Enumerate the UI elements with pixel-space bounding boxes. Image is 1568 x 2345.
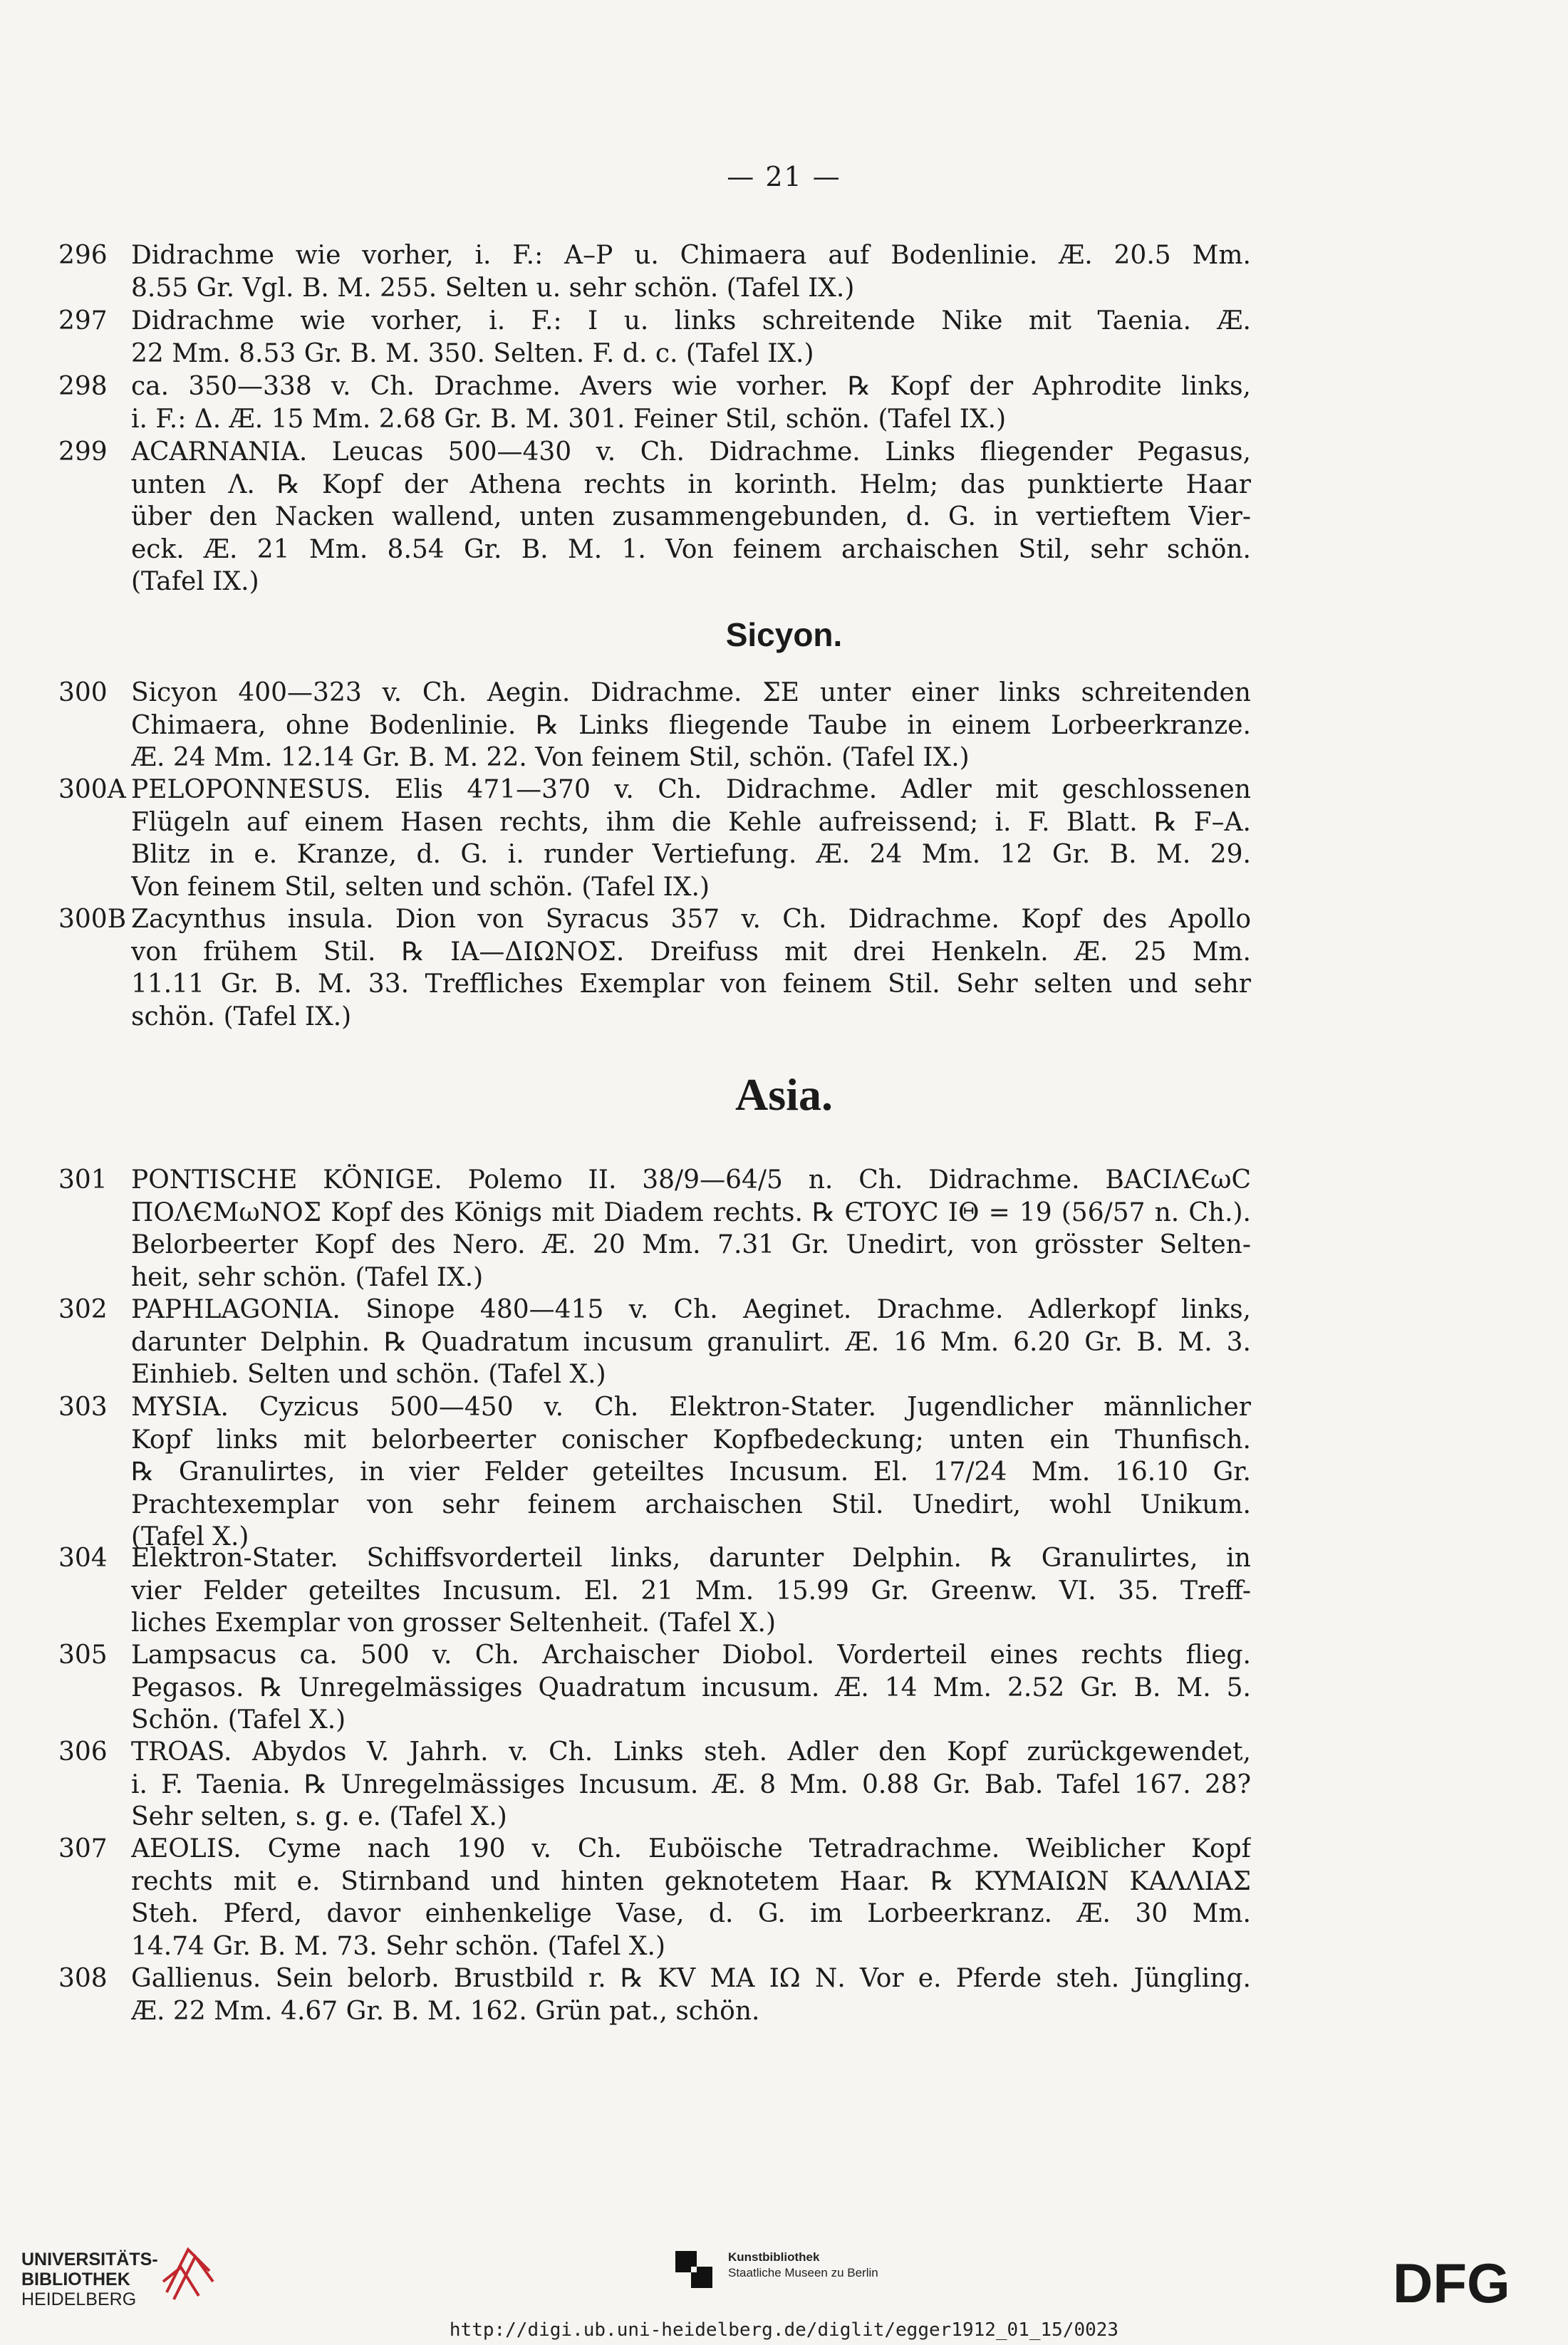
- entry-line: Blitz in e. Kranze, d. G. i. runder Vertiefung. Æ. 24 Mm. 12 Gr. B. M. 29.: [131, 840, 1251, 870]
- entry-line: AEOLIS. Cyme nach 190 v. Ch. Euböische Tetradrachme. Weiblicher Kopf: [131, 1834, 1251, 1863]
- entry-line: PELOPONNESUS. Elis 471—370 v. Ch. Didrachme. Adler mit geschlossenen: [131, 775, 1251, 804]
- entry-line: rechts mit e. Stirnband und hinten geknotetem Haar. ℞ ΚΥΜΑΙΩΝ ΚΑΛΛΙΑΣ: [131, 1866, 1251, 1896]
- entry-number: 302: [58, 1295, 108, 1324]
- entry-line: ACARNANIA. Leucas 500—430 v. Ch. Didrachme. Links fliegender Pegasus,: [131, 437, 1251, 467]
- entry-line: Chimaera, ohne Bodenlinie. ℞ Links fliegende Taube in einem Lorbeerkranze.: [131, 710, 1251, 740]
- kb-title: Kunstbibliothek: [728, 2250, 820, 2264]
- entry-number: 300A: [58, 775, 126, 804]
- entry-line: ℞ Granulirtes, in vier Felder geteiltes Incusum. El. 17/24 Mm. 16.10 Gr.: [131, 1457, 1251, 1487]
- dfg-logo[interactable]: [1393, 2258, 1549, 2308]
- entry-number: 307: [58, 1834, 108, 1863]
- entry-line: ΠΟΛЄΜωΝΟΣ Kopf des Königs mit Diadem rechts. ℞ ЄΤΟΥC ΙΘ = 19 (56/57 n. Ch.).: [131, 1197, 1251, 1227]
- entry-line: TROAS. Abydos V. Jahrh. v. Ch. Links steh. Adler den Kopf zurückgewendet,: [131, 1737, 1251, 1767]
- entry-line: über den Nacken wallend, unten zusammengebunden, d. G. in vertieftem Vier-: [131, 502, 1251, 532]
- entry-line: Æ. 24 Mm. 12.14 Gr. B. M. 22. Von feinem Stil, schön. (Tafel IX.): [131, 743, 970, 773]
- entry-line: Lampsacus ca. 500 v. Ch. Archaischer Diobol. Vorderteil eines rechts flieg.: [131, 1641, 1251, 1670]
- ub-logo-line: UNIVERSITÄTS-: [21, 2250, 158, 2269]
- entry-line: von frühem Stil. ℞ ΙΑ—ΔΙΩΝΟΣ. Dreifuss mit drei Henkeln. Æ. 25 Mm.: [131, 937, 1251, 967]
- entry-number: 301: [58, 1165, 108, 1195]
- entry-line: 8.55 Gr. Vgl. B. M. 255. Selten u. sehr schön. (Tafel IX.): [131, 273, 855, 303]
- entry-line: Belorbeerter Kopf des Nero. Æ. 20 Mm. 7.31 Gr. Unedirt, von grösster Selten-: [131, 1230, 1251, 1260]
- entry-number: 299: [58, 437, 108, 467]
- entry-line: MYSIA. Cyzicus 500—450 v. Ch. Elektron-Stater. Jugendlicher männlicher: [131, 1393, 1251, 1422]
- entry-number: 305: [58, 1641, 108, 1670]
- entry-line: (Tafel X.): [131, 1522, 249, 1552]
- entry-line: Æ. 22 Mm. 4.67 Gr. B. M. 162. Grün pat., schön.: [131, 1996, 760, 2026]
- entry-number: 303: [58, 1393, 108, 1422]
- footer-url-link[interactable]: http://digi.ub.uni-heidelberg.de/diglit/egger1912_01_15/0023: [449, 2319, 1119, 2341]
- entry-line: i. F.: Δ. Æ. 15 Mm. 2.68 Gr. B. M. 301. Feiner Stil, schön. (Tafel IX.): [131, 404, 1007, 434]
- entry-number: 308: [58, 1964, 108, 1993]
- entry-line: Einhieb. Selten und schön. (Tafel X.): [131, 1360, 606, 1390]
- entry-number: 298: [58, 372, 108, 401]
- entry-line: Sehr selten, s. g. e. (Tafel X.): [131, 1802, 507, 1832]
- entry-line: Didrachme wie vorher, i. F.: A–P u. Chimaera auf Bodenlinie. Æ. 20.5 Mm.: [131, 241, 1251, 270]
- entry-line: unten Λ. ℞ Kopf der Athena rechts in korinth. Helm; das punktierte Haar: [131, 469, 1251, 499]
- entry-line: Kopf links mit belorbeerter conischer Kopfbedeckung; unten ein Thunfisch.: [131, 1425, 1251, 1455]
- entry-line: vier Felder geteiltes Incusum. El. 21 Mm. 15.99 Gr. Greenw. VI. 35. Treff-: [131, 1576, 1251, 1606]
- kb-subtitle: Staatliche Museen zu Berlin: [728, 2266, 878, 2279]
- entry-number: 300: [58, 678, 108, 707]
- entry-line: darunter Delphin. ℞ Quadratum incusum granulirt. Æ. 16 Mm. 6.20 Gr. B. M. 3.: [131, 1327, 1251, 1357]
- entry-line: 14.74 Gr. B. M. 73. Sehr schön. (Tafel X.): [131, 1931, 665, 1961]
- section-heading-asia: Asia.: [735, 1069, 833, 1120]
- entry-line: Sicyon 400—323 v. Ch. Aegin. Didrachme. ΣΕ unter einer links schreitenden: [131, 678, 1251, 707]
- ub-logo-line: BIBLIOTHEK: [21, 2269, 130, 2289]
- entry-line: 11.11 Gr. B. M. 33. Treffliches Exemplar von feinem Stil. Sehr selten und sehr: [131, 969, 1251, 999]
- entry-line: Steh. Pferd, davor einhenkelige Vase, d. G. im Lorbeerkranz. Æ. 30 Mm.: [131, 1899, 1251, 1929]
- ub-logo-line: HEIDELBERG: [21, 2289, 137, 2309]
- entry-line: eck. Æ. 21 Mm. 8.54 Gr. B. M. 1. Von feinem archaischen Stil, sehr schön.: [131, 534, 1251, 564]
- entry-number: 304: [58, 1544, 108, 1573]
- entry-line: schön. (Tafel IX.): [131, 1002, 352, 1031]
- entry-line: PAPHLAGONIA. Sinope 480—415 v. Ch. Aeginet. Drachme. Adlerkopf links,: [131, 1295, 1251, 1324]
- entry-line: ca. 350—338 v. Ch. Drachme. Avers wie vorher. ℞ Kopf der Aphrodite links,: [131, 372, 1251, 401]
- entry-line: Gallienus. Sein belorb. Brustbild r. ℞ ΚV ΜΑ ΙΩ Ν. Vor e. Pferde steh. Jüngling.: [131, 1964, 1251, 1993]
- entry-line: Flügeln auf einem Hasen rechts, ihm die Kehle aufreissend; i. F. Blatt. ℞ F–A.: [131, 807, 1251, 837]
- kunstbibliothek-text: [728, 2250, 878, 2281]
- entry-line: Von feinem Stil, selten und schön. (Tafel IX.): [131, 872, 710, 902]
- page-number: — 21 —: [727, 161, 841, 192]
- entry-line: Pegasos. ℞ Unregelmässiges Quadratum incusum. Æ. 14 Mm. 2.52 Gr. B. M. 5.: [131, 1673, 1251, 1702]
- entry-line: Schön. (Tafel X.): [131, 1705, 346, 1735]
- entry-line: i. F. Taenia. ℞ Unregelmässiges Incusum. Æ. 8 Mm. 0.88 Gr. Bab. Tafel 167. 28?: [131, 1769, 1251, 1799]
- entry-number: 296: [58, 241, 108, 270]
- entry-line: (Tafel IX.): [131, 567, 259, 597]
- section-heading-sicyon: Sicyon.: [725, 616, 843, 653]
- entry-number: 300B: [58, 905, 127, 934]
- entry-line: Zacynthus insula. Dion von Syracus 357 v. Ch. Didrachme. Kopf des Apollo: [131, 905, 1251, 934]
- dfg-logo-text: DFG: [1393, 2258, 1510, 2308]
- entry-line: liches Exemplar von grosser Seltenheit. (Tafel X.): [131, 1608, 776, 1638]
- entry-number: 306: [58, 1737, 108, 1767]
- ub-heidelberg-logo-icon[interactable]: [160, 2242, 217, 2307]
- entry-line: Prachtexemplar von sehr feinem archaischen Stil. Unedirt, wohl Unikum.: [131, 1489, 1251, 1519]
- kunstbibliothek-logo-icon[interactable]: [675, 2251, 722, 2294]
- entry-line: PONTISCHE KÖNIGE. Polemo II. 38/9—64/5 n. Ch. Didrachme. ΒΑCΙΛЄωC: [131, 1165, 1251, 1195]
- entry-line: heit, sehr schön. (Tafel IX.): [131, 1262, 484, 1292]
- entry-number: 297: [58, 306, 108, 336]
- entry-line: Elektron-Stater. Schiffsvorderteil links, darunter Delphin. ℞ Granulirtes, in: [131, 1544, 1251, 1573]
- entry-line: 22 Mm. 8.53 Gr. B. M. 350. Selten. F. d. c. (Tafel IX.): [131, 338, 814, 368]
- entry-line: Didrachme wie vorher, i. F.: I u. links schreitende Nike mit Taenia. Æ.: [131, 306, 1251, 336]
